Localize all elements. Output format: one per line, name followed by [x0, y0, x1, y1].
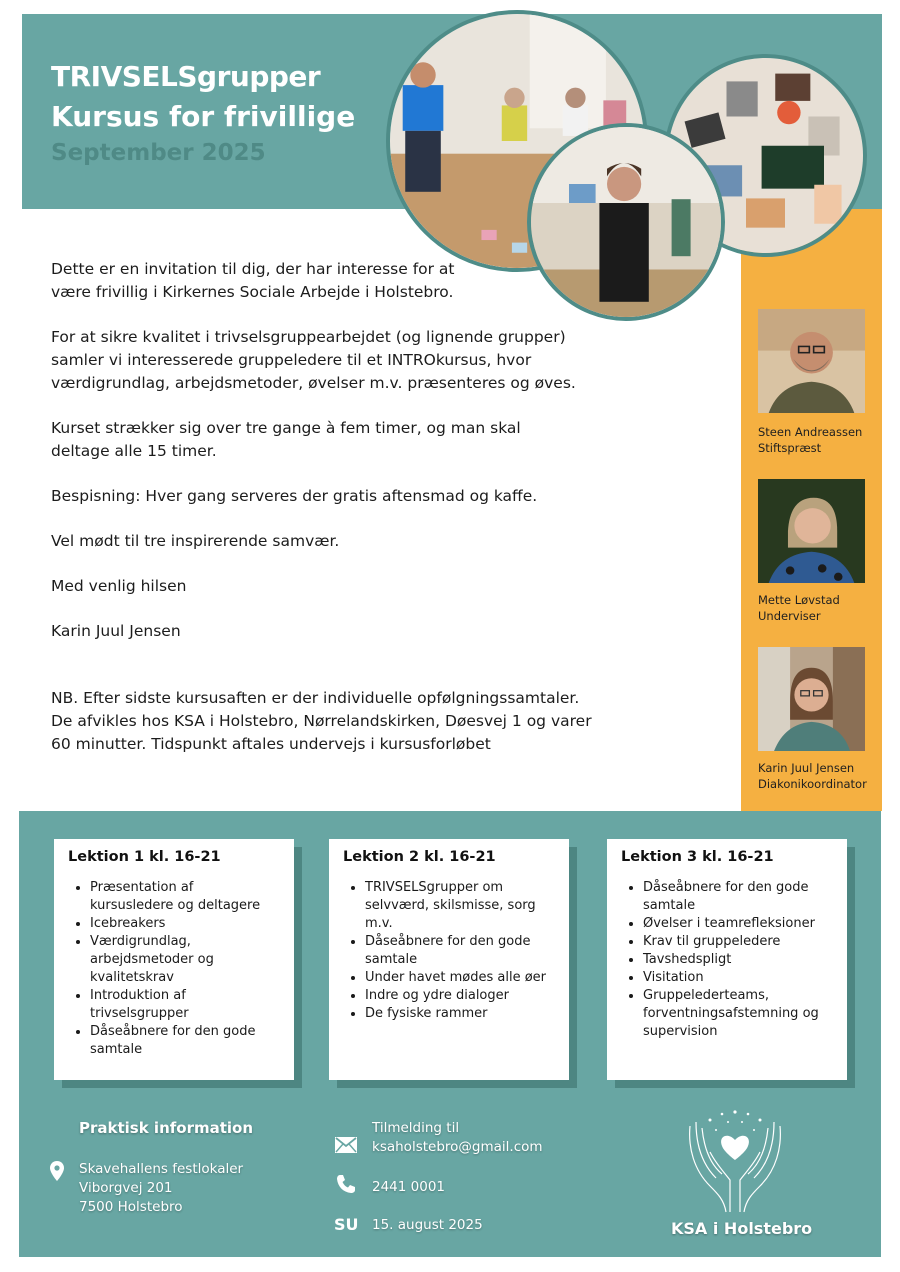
presenter-caption-karin: [758, 760, 867, 792]
presenter-name: Steen Andreassen: [758, 425, 863, 439]
lesson-item: • De fysiske rammer: [365, 1005, 555, 1023]
lesson-item: • Gruppelederteams, forventningsafstemning og supervision: [643, 987, 833, 1041]
presenter-portrait-karin: [758, 647, 865, 751]
venue-name: Skavehallens festlokaler: [79, 1161, 244, 1177]
intro-paragraph: Kurset strækker sig over tre gange à fem timer, og man skal deltage alle 15 timer.: [51, 419, 521, 460]
intro-paragraph: Vel mødt til tre inspirerende samvær.: [51, 532, 340, 550]
presenter-role: Underviser: [758, 609, 821, 623]
lesson-title: Lektion 3 kl. 16-21: [621, 849, 774, 865]
lesson-item: • Visitation: [643, 969, 833, 987]
location-pin-icon: [50, 1161, 64, 1181]
intro-note: NB. Efter sidste kursusaften er der individuelle opfølgningssamtaler. De afvikles hos KSA i Holstebro, Nørrelandskirken, Døesvej 1 og varer 60 minutter. Tidspunkt aftales undervejs i kursusforløbet: [51, 689, 592, 753]
presenter-role: Stiftspræst: [758, 441, 822, 455]
lesson-item: • TRIVSELSgrupper om selvværd, skilsmisse, sorg m.v.: [365, 879, 555, 933]
lesson-item: • Indre og ydre dialoger: [365, 987, 555, 1005]
presenter-portrait-mette: [758, 479, 865, 583]
signup-label: Tilmelding til: [372, 1120, 460, 1136]
course-date: September 2025: [51, 140, 266, 166]
lesson-item: • Krav til gruppeledere: [643, 933, 833, 951]
signup-info: [372, 1119, 543, 1157]
lesson-items: [68, 879, 280, 1059]
presenter-portrait-steen: [758, 309, 865, 413]
intro-paragraph: Dette er en invitation til dig, der har interesse for at være frivillig i Kirkernes Sociale Arbejde i Holstebro.: [51, 260, 455, 301]
venue-street: Viborgvej 201: [79, 1180, 173, 1196]
intro-paragraph: Bespisning: Hver gang serveres der gratis aftensmad og kaffe.: [51, 487, 538, 505]
envelope-icon: [335, 1137, 357, 1153]
venue-address: [79, 1160, 243, 1217]
intro-paragraph: Med venlig hilsen: [51, 577, 187, 595]
organization-logo-text: KSA i Holstebro: [671, 1219, 813, 1238]
lesson-item: • Dåseåbnere for den gode samtale: [90, 1023, 280, 1059]
signup-deadline: 15. august 2025: [372, 1217, 483, 1233]
hands-heart-logo-icon: [680, 1108, 790, 1214]
page-title: TRIVSELSgrupper: [51, 60, 321, 93]
lesson-item: • Værdigrundlag, arbejdsmetoder og kvalitetskrav: [90, 933, 280, 987]
lesson-items: [621, 879, 833, 1041]
lesson-title: Lektion 2 kl. 16-21: [343, 849, 496, 865]
lesson-item: • Dåseåbnere for den gode samtale: [365, 933, 555, 969]
phone-icon: [336, 1174, 356, 1194]
presenter-role: Diakonikoordinator: [758, 777, 867, 791]
intro-signature: Karin Juul Jensen: [51, 622, 181, 640]
deadline-label: SU: [334, 1215, 359, 1234]
signup-email[interactable]: ksaholstebro@gmail.com: [372, 1139, 543, 1155]
invitation-text: [51, 258, 611, 756]
page-subtitle: Kursus for frivillige: [51, 100, 356, 133]
presenter-caption-mette: [758, 592, 840, 624]
practical-info-title: Praktisk information: [79, 1119, 254, 1137]
presenter-name: Mette Løvstad: [758, 593, 840, 607]
intro-paragraph: For at sikre kvalitet i trivselsgruppearbejdet (og lignende grupper) samler vi interesserede gruppeledere til et INTROkursus, hvor værdigrundlag, arbejdsmetoder, øvelser m.v. præsenteres og øves.: [51, 328, 576, 392]
phone-number[interactable]: 2441 0001: [372, 1179, 446, 1195]
lesson-item: • Icebreakers: [90, 915, 280, 933]
venue-city: 7500 Holstebro: [79, 1199, 183, 1215]
lesson-card-1: [54, 839, 294, 1080]
lesson-item: • Tavshedspligt: [643, 951, 833, 969]
lesson-card-2: [329, 839, 569, 1080]
lesson-item: • Dåseåbnere for den gode samtale: [643, 879, 833, 915]
lesson-item: • Præsentation af kursusledere og deltagere: [90, 879, 280, 915]
lesson-item: • Introduktion af trivselsgrupper: [90, 987, 280, 1023]
lesson-items: [343, 879, 555, 1023]
lesson-item: • Øvelser i teamrefleksioner: [643, 915, 833, 933]
presenter-caption-steen: [758, 424, 862, 456]
lesson-card-3: [607, 839, 847, 1080]
lesson-item: • Under havet mødes alle øer: [365, 969, 555, 987]
lesson-title: Lektion 1 kl. 16-21: [68, 849, 221, 865]
presenter-name: Karin Juul Jensen: [758, 761, 855, 775]
